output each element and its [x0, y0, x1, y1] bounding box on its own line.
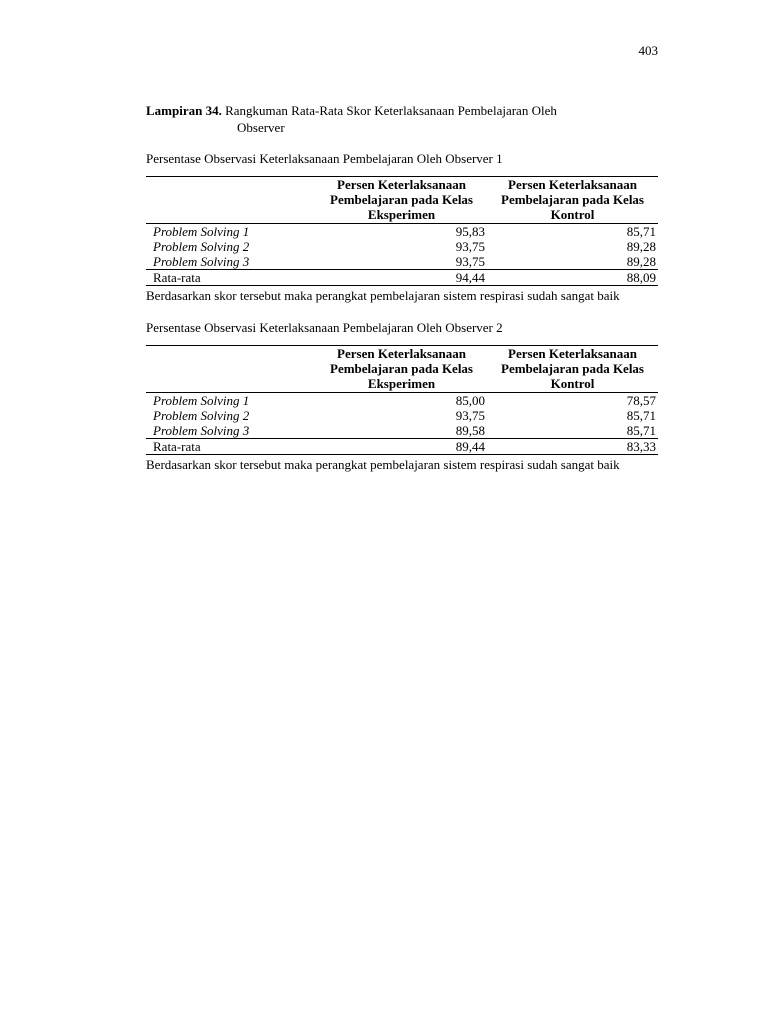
- section-title: Persentase Observasi Keterlaksanaan Pembelajaran Oleh Observer 1: [146, 151, 503, 166]
- appendix-title: Rangkuman Rata-Rata Skor Keterlaksanaan Pembelajaran Oleh: [225, 103, 557, 118]
- control-value: 89,28: [626, 254, 656, 269]
- header-line: Kontrol: [550, 207, 595, 222]
- row-label: Problem Solving 1: [153, 224, 250, 239]
- table-row: [146, 254, 658, 270]
- experiment-average: 94,44: [455, 270, 485, 285]
- conclusion-text: Berdasarkan skor tersebut maka perangkat pembelajaran sistem respirasi sudah sangat baik: [146, 457, 620, 472]
- experiment-value: 95,83: [455, 224, 485, 239]
- row-label: Problem Solving 3: [153, 423, 250, 438]
- control-value: 78,57: [626, 393, 656, 408]
- document-body: [146, 102, 658, 474]
- experiment-value: 93,75: [455, 254, 485, 269]
- control-value: 85,71: [626, 224, 656, 239]
- row-label: Problem Solving 3: [153, 254, 250, 269]
- heading-line-1: [146, 102, 658, 119]
- control-average: 88,09: [626, 270, 656, 285]
- header-line: Persen Keterlaksanaan: [337, 346, 466, 361]
- header-line: Pembelajaran pada Kelas: [330, 192, 473, 207]
- control-value: 85,71: [626, 408, 656, 423]
- header-line: Persen Keterlaksanaan: [508, 177, 637, 192]
- appendix-title-continued: Observer: [237, 120, 285, 135]
- header-cell-empty: [146, 346, 316, 393]
- page-number: 403: [638, 43, 658, 58]
- row-label: Problem Solving 2: [153, 408, 250, 423]
- experiment-average: 89,44: [455, 439, 485, 454]
- experiment-value: 93,75: [455, 239, 485, 254]
- observer-2-section: [146, 319, 658, 474]
- row-label: Problem Solving 2: [153, 239, 250, 254]
- observer-1-section: [146, 150, 658, 305]
- header-line: Persen Keterlaksanaan: [337, 177, 466, 192]
- average-label: Rata-rata: [153, 270, 201, 285]
- header-line: Pembelajaran pada Kelas: [330, 361, 473, 376]
- average-label: Rata-rata: [153, 439, 201, 454]
- average-row: [146, 270, 658, 286]
- appendix-label: Lampiran 34.: [146, 103, 222, 118]
- average-row: [146, 439, 658, 455]
- header-cell-control: [487, 177, 658, 224]
- table-header-row: [146, 177, 658, 224]
- header-line: Kontrol: [550, 376, 595, 391]
- row-label: Problem Solving 1: [153, 393, 250, 408]
- table-row: [146, 239, 658, 254]
- experiment-value: 93,75: [455, 408, 485, 423]
- table-row: [146, 423, 658, 439]
- header-line: Pembelajaran pada Kelas: [501, 361, 644, 376]
- experiment-value: 85,00: [455, 393, 485, 408]
- header-cell-experiment: [316, 177, 487, 224]
- table-row: [146, 224, 658, 240]
- observer-2-table: [146, 345, 658, 455]
- header-cell-control: [487, 346, 658, 393]
- header-line: Pembelajaran pada Kelas: [501, 192, 644, 207]
- header-cell-empty: [146, 177, 316, 224]
- appendix-heading: [146, 102, 658, 136]
- control-average: 83,33: [626, 439, 656, 454]
- table-row: [146, 408, 658, 423]
- section-title: Persentase Observasi Keterlaksanaan Pembelajaran Oleh Observer 2: [146, 320, 503, 335]
- header-line: Persen Keterlaksanaan: [508, 346, 637, 361]
- table-row: [146, 393, 658, 409]
- experiment-value: 89,58: [455, 423, 485, 438]
- control-value: 85,71: [626, 423, 656, 438]
- header-cell-experiment: [316, 346, 487, 393]
- header-line: Eksperimen: [367, 376, 436, 391]
- table-header-row: [146, 346, 658, 393]
- header-line: Eksperimen: [367, 207, 436, 222]
- conclusion-text: Berdasarkan skor tersebut maka perangkat pembelajaran sistem respirasi sudah sangat baik: [146, 288, 620, 303]
- control-value: 89,28: [626, 239, 656, 254]
- observer-1-table: [146, 176, 658, 286]
